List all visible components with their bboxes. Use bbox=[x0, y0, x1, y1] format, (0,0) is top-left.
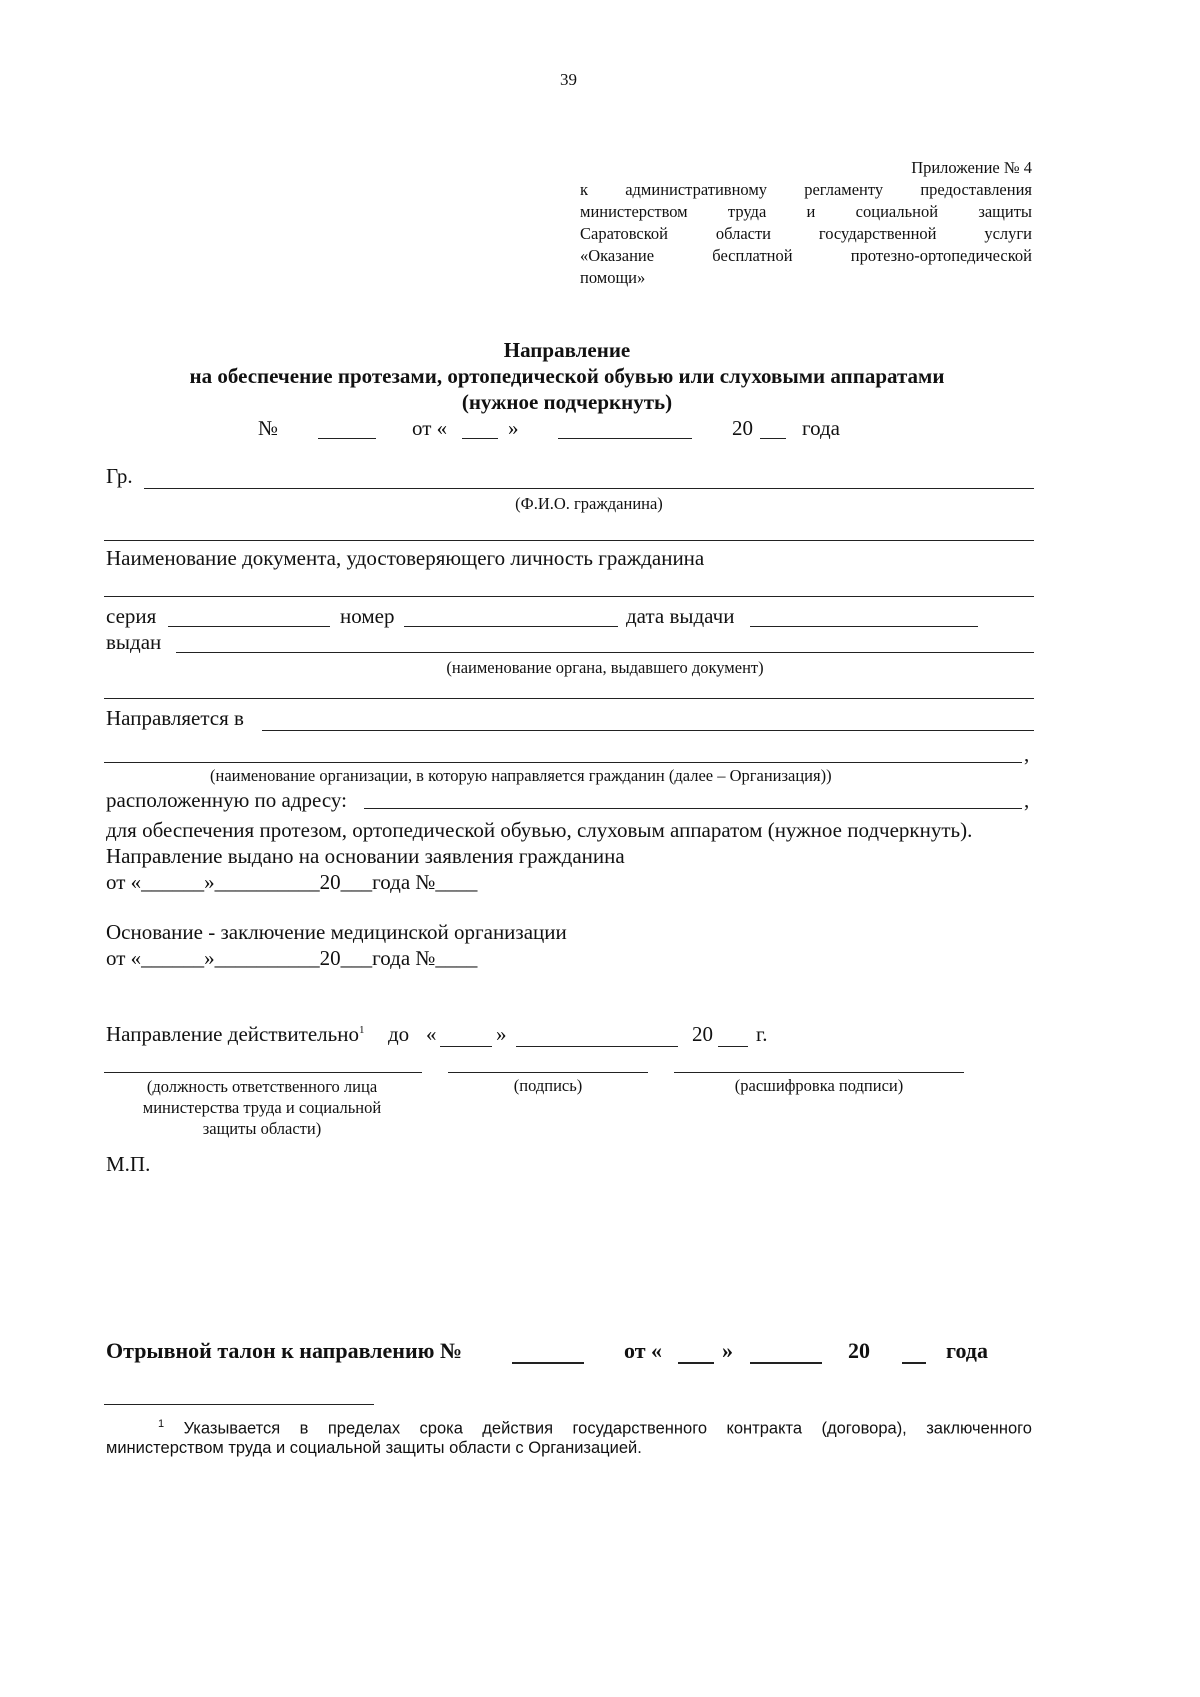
issued-by-caption: (наименование органа, выдавшего документ) bbox=[446, 658, 764, 677]
number-label: номер bbox=[340, 604, 395, 628]
tear-off-year-prefix: 20 bbox=[848, 1338, 870, 1363]
tear-off-year-label: года bbox=[946, 1338, 988, 1363]
series-label: серия bbox=[106, 604, 157, 628]
medical-heading: Основание - заключение медицинской организации bbox=[106, 920, 567, 944]
document-title: Направление bbox=[503, 338, 631, 362]
validity-text: Направление действительно bbox=[106, 1022, 359, 1046]
validity-label bbox=[106, 1022, 364, 1047]
comma: , bbox=[1024, 742, 1030, 766]
validity-year-field[interactable] bbox=[718, 1046, 748, 1047]
number-field[interactable] bbox=[318, 438, 376, 439]
year-prefix: 20 bbox=[732, 416, 753, 440]
appendix-line: к административному регламенту предоставления bbox=[580, 180, 1032, 199]
validity-month-field[interactable] bbox=[516, 1046, 678, 1047]
tear-off-label: Отрывной талон к направлению № bbox=[106, 1338, 463, 1363]
tear-off-close-quote: » bbox=[722, 1338, 733, 1363]
signature-caption: (подпись) bbox=[513, 1076, 583, 1095]
footnote-ref: 1 bbox=[358, 1024, 365, 1036]
close-quote: » bbox=[508, 416, 519, 440]
year-field[interactable] bbox=[760, 438, 786, 439]
identity-doc-field[interactable] bbox=[104, 596, 1034, 597]
position-field[interactable] bbox=[104, 1072, 422, 1073]
medical-date-line[interactable]: от «______»__________20___года №____ bbox=[106, 946, 478, 970]
until-label: до bbox=[388, 1022, 410, 1046]
open-quote: « bbox=[426, 1022, 437, 1046]
address-label: расположенную по адресу: bbox=[106, 788, 347, 812]
date-from-label: от « bbox=[412, 416, 448, 440]
divider-line bbox=[104, 698, 1034, 699]
basis-date-line[interactable]: от «______»__________20___года №____ bbox=[106, 870, 478, 894]
signature-field[interactable] bbox=[448, 1072, 648, 1073]
citizen-name-field[interactable] bbox=[144, 488, 1034, 489]
address-field[interactable] bbox=[364, 808, 1022, 809]
citizen-label: Гр. bbox=[106, 464, 133, 488]
tear-off-number-field[interactable] bbox=[512, 1362, 584, 1364]
number-sign: № bbox=[258, 416, 279, 440]
directed-label: Направляется в bbox=[106, 706, 244, 730]
year-abbrev: г. bbox=[756, 1022, 768, 1046]
footnote-mark: 1 bbox=[158, 1418, 165, 1430]
month-field[interactable] bbox=[558, 438, 692, 439]
issued-by-label: выдан bbox=[106, 630, 162, 654]
year-label: года bbox=[802, 416, 840, 440]
organization-field[interactable] bbox=[262, 730, 1034, 731]
issue-date-label: дата выдачи bbox=[626, 604, 735, 628]
tear-off-year-field[interactable] bbox=[902, 1362, 926, 1364]
day-field[interactable] bbox=[462, 438, 498, 439]
footnote-text-1: Указывается в пределах срока действия государственного контракта (договора), заключенного bbox=[183, 1419, 1032, 1438]
appendix-line: министерством труда и социальной защиты bbox=[580, 202, 1032, 221]
close-quote: » bbox=[496, 1022, 507, 1046]
tear-off-month-field[interactable] bbox=[750, 1362, 822, 1364]
validity-day-field[interactable] bbox=[440, 1046, 492, 1047]
footnote-line-2: министерством труда и социальной защиты области с Организацией. bbox=[106, 1438, 642, 1457]
document-subtitle: на обеспечение протезами, ортопедической обувью или слуховыми аппаратами bbox=[189, 364, 945, 388]
footnote bbox=[106, 1418, 1032, 1458]
comma: , bbox=[1024, 788, 1030, 812]
series-field[interactable] bbox=[168, 626, 330, 627]
footnote-line-1 bbox=[106, 1418, 1032, 1439]
organization-caption: (наименование организации, в которую направляется гражданин (далее – Организация)) bbox=[210, 766, 832, 785]
tear-off-day-field[interactable] bbox=[678, 1362, 714, 1364]
tear-off-from-label: от « bbox=[624, 1338, 663, 1363]
basis-statement: Направление выдано на основании заявления гражданина bbox=[106, 844, 625, 868]
appendix-line: «Оказание бесплатной протезно-ортопедической bbox=[580, 246, 1032, 265]
position-caption: (должность ответственного лица министерства труда и социальной защиты области) bbox=[142, 1077, 382, 1138]
issued-by-field[interactable] bbox=[176, 652, 1034, 653]
document-note: (нужное подчеркнуть) bbox=[461, 390, 673, 414]
doc-number-field[interactable] bbox=[404, 626, 618, 627]
purpose-text: для обеспечения протезом, ортопедической обувью, слуховым аппаратом (нужное подчеркнуть). bbox=[106, 818, 973, 842]
footnote-separator bbox=[104, 1404, 374, 1405]
organization-field-continued[interactable] bbox=[104, 762, 1022, 763]
issue-date-field[interactable] bbox=[750, 626, 978, 627]
appendix-number: Приложение № 4 bbox=[911, 158, 1032, 177]
decoding-caption: (расшифровка подписи) bbox=[734, 1076, 904, 1095]
appendix-line: Саратовской области государственной услуги bbox=[580, 224, 1032, 243]
stamp-label: М.П. bbox=[106, 1152, 151, 1176]
signature-decoding-field[interactable] bbox=[674, 1072, 964, 1073]
citizen-caption: (Ф.И.О. гражданина) bbox=[515, 494, 663, 513]
divider-line bbox=[104, 540, 1034, 541]
validity-year-prefix: 20 bbox=[692, 1022, 713, 1046]
page-number: 39 bbox=[560, 70, 577, 89]
identity-doc-heading: Наименование документа, удостоверяющего личность гражданина bbox=[106, 546, 705, 570]
appendix-line: помощи» bbox=[580, 268, 646, 287]
